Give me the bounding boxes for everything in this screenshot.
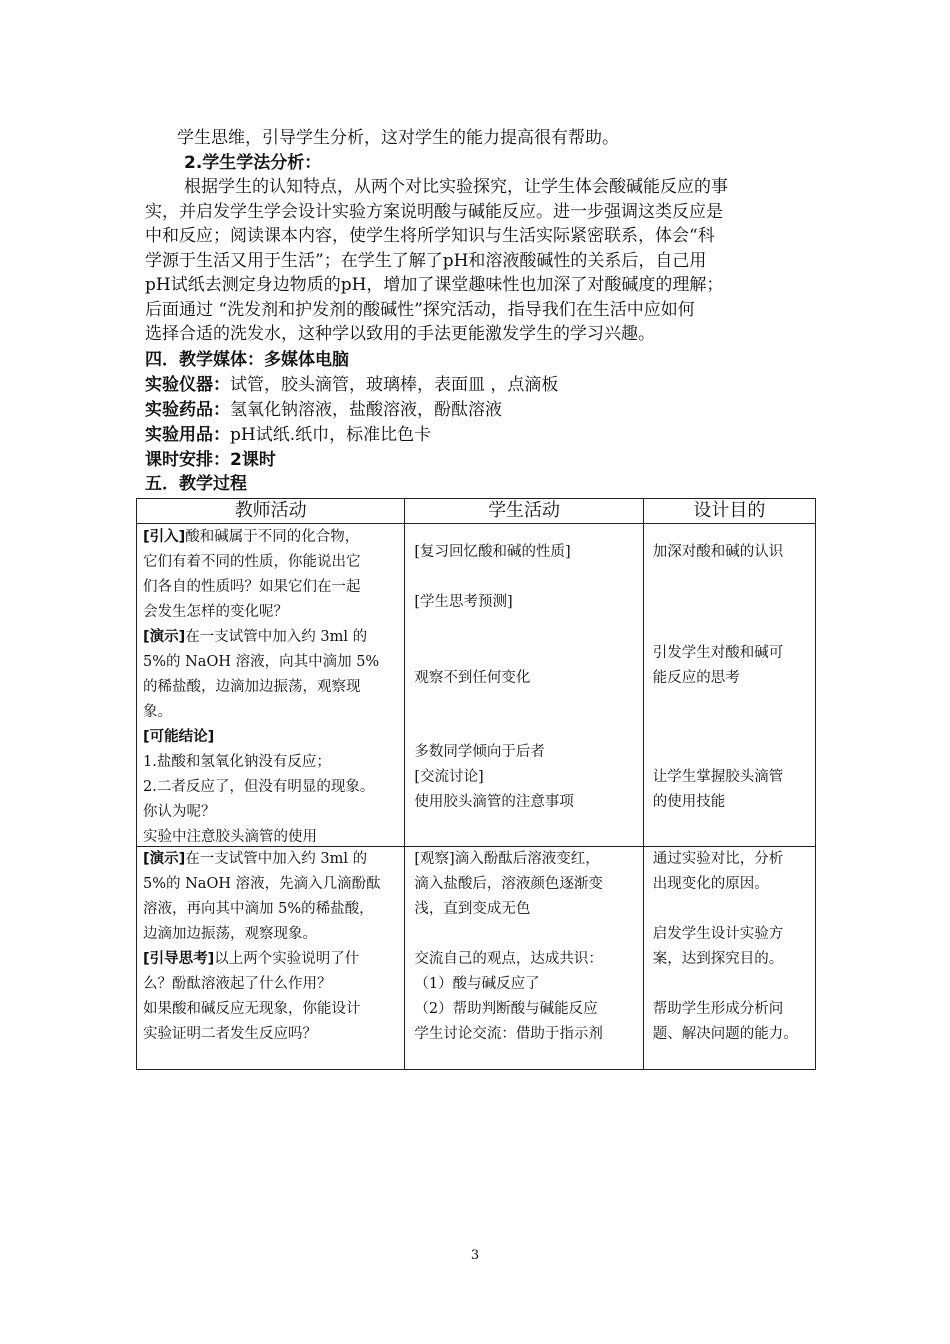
teacher-line: 你认为呢？ [143, 804, 216, 820]
teacher-line: 么？酚酞溶液起了什么作用？ [143, 976, 332, 992]
purpose-cell [643, 524, 815, 847]
purpose-line: 题、解决问题的能力。 [652, 1026, 798, 1042]
student-line: 多数同学倾向于后者 [414, 744, 545, 760]
student-line: 使用胶头滴管的注意事项 [414, 794, 574, 810]
drugs-value: 氢氧化钠溶液，盐酸溶液，酚酞溶液 [230, 400, 502, 420]
table-row [137, 847, 816, 1070]
purpose-line: 启发学生设计实验方 [652, 926, 784, 942]
teacher-line: 它们有着不同的性质，你能说出它 [143, 554, 361, 570]
teacher-line: [演示]在一支试管中加入约 3ml 的 [143, 851, 368, 867]
table-row [137, 524, 816, 847]
teacher-line: 的稀盐酸，边滴加边振荡，观察现 [143, 679, 361, 695]
teacher-line: 5%的 NaOH 溶液，先滴入几滴酚酞 [143, 876, 381, 892]
student-line: 观察不到任何变化 [414, 670, 531, 686]
text-line: pH试纸去测定身边物质的pH，增加了课堂趣味性也加深了对酸碱度的理解； [145, 275, 724, 295]
teacher-line: 如果酸和碱反应无现象，你能设计 [143, 1001, 361, 1017]
student-line: [交流讨论] [414, 769, 484, 785]
purpose-line: 出现变化的原因。 [652, 876, 769, 892]
teacher-line: 实验中注意胶头滴管的使用 [143, 829, 317, 845]
guide-thinking-tag: [引导思考] [143, 951, 215, 967]
section-heading-media: 四．教学媒体：多媒体电脑 [145, 350, 349, 370]
text-line: 后面通过 “洗发剂和护发剂的酸碱性”探究活动，指导我们在生活中应如何 [145, 300, 695, 320]
purpose-line: 帮助学生形成分析问 [652, 1001, 784, 1017]
teacher-line: 们各自的性质吗？如果它们在一起 [143, 579, 361, 595]
subheading-learning-method: 2.学生学法分析： [184, 153, 322, 173]
supplies-line [145, 423, 431, 447]
page-number: 3 [470, 1248, 480, 1263]
text-line: 中和反应；阅读课本内容，使学生将所学知识与生活实际紧密联系，体会“科 [145, 226, 715, 246]
student-line: 交流自己的观点，达成共识： [414, 951, 603, 967]
drugs-label: 实验药品： [145, 400, 230, 420]
purpose-line: 让学生掌握胶头滴管 [652, 769, 784, 785]
text-line: 根据学生的认知特点，从两个对比实验探究，让学生体会酸碱能反应的事 [184, 177, 728, 197]
supplies-label: 实验用品： [145, 425, 230, 445]
teacher-cell [137, 847, 405, 1070]
schedule-line: 课时安排：2课时 [145, 450, 276, 470]
teacher-line: [引导思考]以上两个实验说明了什 [143, 951, 360, 967]
table-header-row [137, 499, 816, 524]
teacher-line: 会发生怎样的变化呢？ [143, 604, 288, 620]
purpose-line: 引发学生对酸和碱可 [652, 645, 784, 661]
student-line: 浅，直到变成无色 [414, 901, 531, 917]
equipment-label: 实验仪器： [145, 375, 230, 395]
student-line: 滴入盐酸后，溶液颜色逐渐变 [414, 876, 603, 892]
teacher-line: [引入]酸和碱属于不同的化合物， [143, 529, 360, 545]
demo-tag: [演示] [143, 851, 186, 867]
purpose-line: 案，达到探究目的。 [652, 951, 784, 967]
teacher-line: 2.二者反应了，但没有明显的现象。 [143, 779, 375, 795]
equipment-value: 试管，胶头滴管，玻璃棒，表面皿 ，点滴板 [230, 375, 559, 395]
student-line: [观察]滴入酚酞后溶液变红， [414, 851, 600, 867]
teacher-line: 实验证明二者发生反应吗？ [143, 1026, 317, 1042]
intro-tag: [引入] [143, 529, 186, 545]
text-line: 实，并启发学生学会设计实验方案说明酸与碱能反应。进一步强调这类反应是 [145, 202, 723, 222]
student-line: （2）帮助判断酸与碱能反应 [414, 1001, 598, 1017]
student-line: 学生讨论交流：借助于指示剂 [414, 1026, 603, 1042]
demo-tag: [演示] [143, 629, 186, 645]
student-line: [学生思考预测] [414, 594, 513, 610]
student-line: （1）酸与碱反应了 [414, 976, 540, 992]
student-line: [复习回忆酸和碱的性质] [414, 544, 571, 560]
text-line: 学生思维，引导学生分析，这对学生的能力提高很有帮助。 [177, 128, 619, 148]
purpose-line: 能反应的思考 [652, 670, 740, 686]
purpose-line: 的使用技能 [652, 794, 726, 810]
header-purpose: 设计目的 [643, 499, 815, 524]
purpose-line: 通过实验对比，分析 [652, 851, 784, 867]
supplies-value: pH试纸.纸巾，标准比色卡 [230, 425, 432, 445]
teacher-line: 5%的 NaOH 溶液，向其中滴加 5% [143, 654, 380, 670]
purpose-line: 加深对酸和碱的认识 [652, 544, 784, 560]
section-heading-process: 五．教学过程 [145, 474, 247, 494]
teacher-line: [演示]在一支试管中加入约 3ml 的 [143, 629, 368, 645]
student-cell [405, 847, 643, 1070]
teaching-process-table [136, 498, 816, 1070]
header-student: 学生活动 [405, 499, 643, 524]
teacher-line: 象。 [143, 704, 172, 720]
student-cell [405, 524, 643, 847]
text-line: 选择合适的洗发水，这种学以致用的手法更能激发学生的学习兴趣。 [145, 324, 655, 344]
teacher-line: 溶液，再向其中滴加 5%的稀盐酸， [143, 901, 374, 917]
teacher-line: 边滴加边振荡，观察现象。 [143, 926, 317, 942]
header-teacher: 教师活动 [137, 499, 405, 524]
conclusion-tag: [可能结论] [143, 729, 215, 745]
text-line: 学源于生活又用于生活”；在学生了解了pH和溶液酸碱性的关系后，自己用 [145, 251, 707, 271]
equipment-line [145, 373, 558, 397]
purpose-cell [643, 847, 815, 1070]
drugs-line [145, 398, 502, 422]
teacher-line: 1.盐酸和氢氧化钠没有反应； [143, 754, 331, 770]
teacher-cell [137, 524, 405, 847]
